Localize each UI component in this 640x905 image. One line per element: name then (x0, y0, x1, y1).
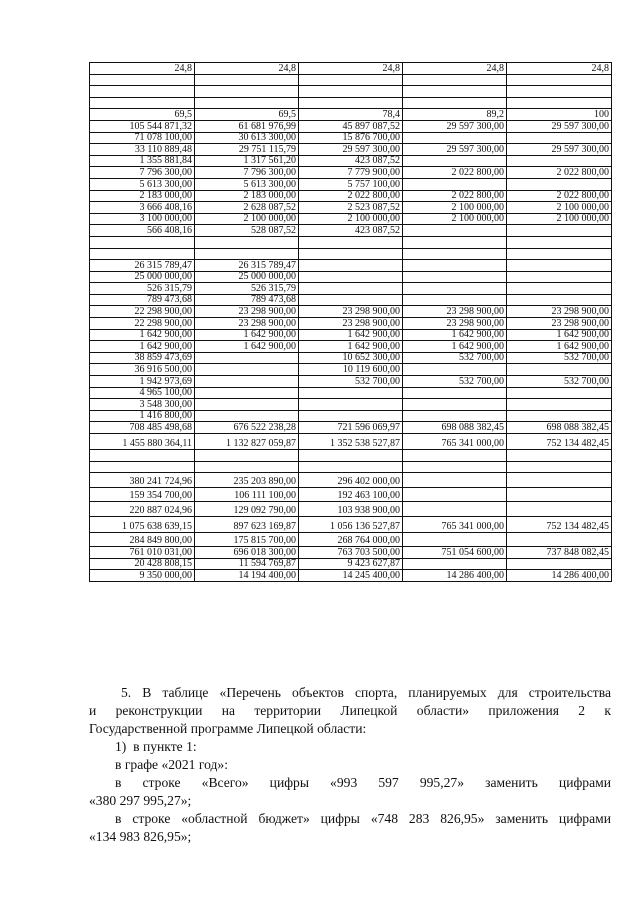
table-row (90, 283, 612, 295)
table-row (90, 155, 612, 167)
table-cell: 752 134 482,45 (507, 434, 612, 450)
table-body (90, 63, 612, 582)
table-row (90, 364, 612, 376)
column-2021-note: в графе «2021 год»: (115, 757, 228, 772)
table-cell: 192 463 100,00 (299, 487, 403, 502)
table-cell (507, 410, 612, 422)
table-cell: 423 087,52 (299, 155, 403, 167)
table-cell: 526 315,79 (90, 283, 195, 295)
table-cell (403, 387, 507, 399)
table-cell: 29 597 300,00 (403, 120, 507, 132)
table-cell: 5 613 300,00 (90, 178, 195, 190)
table-row (90, 271, 612, 283)
table-cell: 2 183 000,00 (90, 190, 195, 202)
paragraph-item-5-line-2: и реконструкции на территории Липецкой области» приложения 2 к (89, 703, 611, 718)
table-cell: 2 022 800,00 (507, 190, 612, 202)
table-cell (507, 86, 612, 98)
table-cell: 380 241 724,96 (90, 473, 195, 488)
table-cell: 1 132 827 059,87 (195, 434, 299, 450)
table-cell: 1 642 900,00 (507, 329, 612, 341)
table-cell (90, 236, 195, 248)
table-cell (507, 558, 612, 570)
table-cell (195, 461, 299, 473)
table-cell: 25 000 000,00 (195, 271, 299, 283)
table-cell (195, 236, 299, 248)
table-cell (507, 97, 612, 109)
table-cell (299, 86, 403, 98)
table-cell: 897 623 169,87 (195, 516, 299, 532)
table-cell (195, 410, 299, 422)
table-cell (403, 364, 507, 376)
table-cell: 33 110 889,48 (90, 144, 195, 156)
table-cell: 69,5 (90, 109, 195, 121)
table-cell (195, 399, 299, 411)
table-cell: 24,8 (299, 63, 403, 75)
table-cell: 1 355 881,84 (90, 155, 195, 167)
table-cell: 10 119 600,00 (299, 364, 403, 376)
table-cell (507, 473, 612, 488)
table-cell (403, 236, 507, 248)
table-row (90, 387, 612, 399)
table-cell: 100 (507, 109, 612, 121)
table-cell (507, 260, 612, 272)
paragraph-item-5-line-3: Государственной программе Липецкой области: (89, 721, 367, 736)
table-cell: 2 022 800,00 (507, 167, 612, 179)
table-cell (90, 450, 195, 462)
table-cell: 103 938 900,00 (299, 502, 403, 517)
table-cell: 106 111 100,00 (195, 487, 299, 502)
table-cell: 5 613 300,00 (195, 178, 299, 190)
table-cell: 5 757 100,00 (299, 178, 403, 190)
table-cell: 29 597 300,00 (403, 144, 507, 156)
table-row (90, 190, 612, 202)
table-cell: 423 087,52 (299, 225, 403, 237)
table-cell (195, 86, 299, 98)
table-row (90, 167, 612, 179)
table-cell: 696 018 300,00 (195, 547, 299, 559)
table-cell: 2 183 000,00 (195, 190, 299, 202)
table-cell (507, 132, 612, 144)
table-cell: 751 054 600,00 (403, 547, 507, 559)
table-row (90, 487, 612, 502)
table-cell: 175 815 700,00 (195, 532, 299, 547)
table-row (90, 399, 612, 411)
table-cell: 2 100 000,00 (403, 202, 507, 214)
table-cell (299, 410, 403, 422)
table-cell (507, 487, 612, 502)
table-row (90, 109, 612, 121)
table-cell: 23 298 900,00 (195, 306, 299, 318)
table-cell: 528 087,52 (195, 225, 299, 237)
table-row (90, 473, 612, 488)
table-row (90, 570, 612, 582)
table-cell (403, 155, 507, 167)
table-cell: 15 876 700,00 (299, 132, 403, 144)
table-row (90, 86, 612, 98)
table-cell (507, 155, 612, 167)
table-row (90, 120, 612, 132)
table-row (90, 318, 612, 330)
table-cell (403, 399, 507, 411)
table-cell: 284 849 800,00 (90, 532, 195, 547)
table-cell (403, 294, 507, 306)
table-cell (299, 399, 403, 411)
table-cell: 29 597 300,00 (299, 144, 403, 156)
table-cell: 26 315 789,47 (90, 260, 195, 272)
table-cell: 24,8 (195, 63, 299, 75)
table-cell: 296 402 000,00 (299, 473, 403, 488)
table-cell: 1 642 900,00 (299, 329, 403, 341)
table-cell: 11 594 769,87 (195, 558, 299, 570)
table-cell (403, 74, 507, 86)
table-cell (403, 461, 507, 473)
table-cell: 3 666 408,16 (90, 202, 195, 214)
table-cell: 2 022 800,00 (403, 167, 507, 179)
instruction-total-line-1: в строке «Всего» цифры «993 597 995,27» заменить цифрами (115, 775, 611, 790)
table-cell (299, 387, 403, 399)
table-cell: 1 642 900,00 (90, 329, 195, 341)
table-cell: 26 315 789,47 (195, 260, 299, 272)
table-cell: 789 473,68 (195, 294, 299, 306)
table-cell (299, 283, 403, 295)
table-cell (507, 364, 612, 376)
table-row (90, 329, 612, 341)
table-cell (299, 236, 403, 248)
table-cell (507, 225, 612, 237)
paragraph-item-5-line-1: 5. В таблице «Перечень объектов спорта, планируемых для строительства (121, 685, 611, 700)
table-cell: 9 423 627,87 (299, 558, 403, 570)
table-row (90, 516, 612, 532)
table-cell: 1 642 900,00 (195, 329, 299, 341)
table-cell: 22 298 900,00 (90, 318, 195, 330)
table-row (90, 74, 612, 86)
table-cell: 69,5 (195, 109, 299, 121)
table-cell: 4 965 100,00 (90, 387, 195, 399)
table-cell (403, 502, 507, 517)
table-cell (90, 461, 195, 473)
table-row (90, 132, 612, 144)
table-cell: 24,8 (403, 63, 507, 75)
table-row (90, 144, 612, 156)
table-cell: 78,4 (299, 109, 403, 121)
table-cell: 3 548 300,00 (90, 399, 195, 411)
table-cell (299, 97, 403, 109)
table-cell: 566 408,16 (90, 225, 195, 237)
table-cell: 23 298 900,00 (507, 318, 612, 330)
table-row (90, 202, 612, 214)
table-cell: 2 100 000,00 (507, 213, 612, 225)
table-cell: 532 700,00 (299, 376, 403, 388)
table-cell: 1 642 900,00 (403, 341, 507, 353)
table-cell: 2 628 087,52 (195, 202, 299, 214)
table-cell: 532 700,00 (507, 352, 612, 364)
table-cell (90, 248, 195, 260)
table-cell (403, 248, 507, 260)
table-cell: 698 088 382,45 (507, 422, 612, 434)
table-cell: 14 245 400,00 (299, 570, 403, 582)
table-cell: 23 298 900,00 (299, 318, 403, 330)
table-cell: 10 652 300,00 (299, 352, 403, 364)
table-row (90, 532, 612, 547)
table-cell: 2 100 000,00 (403, 213, 507, 225)
table-cell: 159 354 700,00 (90, 487, 195, 502)
table-cell: 71 078 100,00 (90, 132, 195, 144)
table-cell: 765 341 000,00 (403, 434, 507, 450)
table-cell (299, 294, 403, 306)
table-cell (403, 410, 507, 422)
instruction-total-line-2: «380 297 995,27»; (89, 793, 192, 808)
table-cell: 2 100 000,00 (195, 213, 299, 225)
table-cell: 220 887 024,96 (90, 502, 195, 517)
table-cell: 23 298 900,00 (195, 318, 299, 330)
table-cell: 23 298 900,00 (507, 306, 612, 318)
table-cell (403, 450, 507, 462)
table-cell (299, 74, 403, 86)
table-cell: 235 203 890,00 (195, 473, 299, 488)
table-row (90, 558, 612, 570)
table-cell (507, 450, 612, 462)
table-cell: 2 100 000,00 (507, 202, 612, 214)
table-cell: 3 100 000,00 (90, 213, 195, 225)
table-cell (507, 387, 612, 399)
table-cell (403, 532, 507, 547)
table-cell (195, 376, 299, 388)
table-cell (403, 178, 507, 190)
table-row (90, 63, 612, 75)
table-cell: 7 779 900,00 (299, 167, 403, 179)
table-cell: 89,2 (403, 109, 507, 121)
table-cell (507, 236, 612, 248)
table-cell: 676 522 238,28 (195, 422, 299, 434)
table-cell (507, 178, 612, 190)
table-row (90, 547, 612, 559)
table-cell (195, 450, 299, 462)
table-cell: 1 455 880 364,11 (90, 434, 195, 450)
table-cell (299, 271, 403, 283)
table-cell (90, 97, 195, 109)
table-cell: 1 352 538 527,87 (299, 434, 403, 450)
table-cell: 532 700,00 (507, 376, 612, 388)
table-cell: 721 596 069,97 (299, 422, 403, 434)
table-cell: 29 751 115,79 (195, 144, 299, 156)
table-cell: 105 544 871,32 (90, 120, 195, 132)
table-row (90, 376, 612, 388)
table-cell (507, 461, 612, 473)
table-cell (195, 387, 299, 399)
table-cell: 45 897 087,52 (299, 120, 403, 132)
table-cell: 761 010 031,00 (90, 547, 195, 559)
table-cell: 1 642 900,00 (195, 341, 299, 353)
table-cell: 2 523 087,52 (299, 202, 403, 214)
table-cell: 7 796 300,00 (195, 167, 299, 179)
table-row (90, 294, 612, 306)
table-row (90, 461, 612, 473)
table-row (90, 236, 612, 248)
table-cell (507, 271, 612, 283)
table-row (90, 306, 612, 318)
table-cell (403, 473, 507, 488)
table-cell (507, 248, 612, 260)
table-cell (195, 364, 299, 376)
table-cell (403, 283, 507, 295)
table-row (90, 422, 612, 434)
table-cell (299, 260, 403, 272)
table-cell: 24,8 (90, 63, 195, 75)
table-cell (403, 558, 507, 570)
table-cell: 30 613 300,00 (195, 132, 299, 144)
table-cell (195, 97, 299, 109)
instruction-regional-line-1: в строке «областной бюджет» цифры «748 283 826,95» заменить цифрами (115, 811, 611, 826)
table-cell (507, 283, 612, 295)
table-cell: 25 000 000,00 (90, 271, 195, 283)
table-cell: 698 088 382,45 (403, 422, 507, 434)
table-row (90, 450, 612, 462)
table-cell: 789 473,68 (90, 294, 195, 306)
table-cell: 1 642 900,00 (299, 341, 403, 353)
table-cell: 526 315,79 (195, 283, 299, 295)
table-cell: 23 298 900,00 (403, 318, 507, 330)
table-row (90, 178, 612, 190)
table-cell: 23 298 900,00 (403, 306, 507, 318)
table-cell: 38 859 473,69 (90, 352, 195, 364)
table-cell: 2 022 800,00 (299, 190, 403, 202)
table-cell: 2 022 800,00 (403, 190, 507, 202)
table-cell: 532 700,00 (403, 352, 507, 364)
table-cell: 7 796 300,00 (90, 167, 195, 179)
table-row (90, 410, 612, 422)
table-cell (507, 502, 612, 517)
table-cell: 752 134 482,45 (507, 516, 612, 532)
table-cell: 1 642 900,00 (507, 341, 612, 353)
table-cell: 14 286 400,00 (403, 570, 507, 582)
table-cell: 532 700,00 (403, 376, 507, 388)
table-cell: 268 764 000,00 (299, 532, 403, 547)
table-cell: 1 056 136 527,87 (299, 516, 403, 532)
table-cell (507, 399, 612, 411)
table-cell: 1 416 800,00 (90, 410, 195, 422)
table-cell: 2 100 000,00 (299, 213, 403, 225)
table-cell: 1 942 973,69 (90, 376, 195, 388)
table-row (90, 248, 612, 260)
table-cell (403, 97, 507, 109)
table-row (90, 352, 612, 364)
table-cell: 14 286 400,00 (507, 570, 612, 582)
table-row (90, 260, 612, 272)
table-cell: 20 428 808,15 (90, 558, 195, 570)
table-cell: 737 848 082,45 (507, 547, 612, 559)
table-cell: 29 597 300,00 (507, 144, 612, 156)
table-row (90, 213, 612, 225)
table-cell (299, 450, 403, 462)
table-cell (403, 86, 507, 98)
table-cell: 61 681 976,99 (195, 120, 299, 132)
table-cell: 9 350 000,00 (90, 570, 195, 582)
table-cell (195, 74, 299, 86)
table-cell: 36 916 500,00 (90, 364, 195, 376)
table-cell: 1 642 900,00 (90, 341, 195, 353)
table-cell (403, 271, 507, 283)
table-cell (507, 74, 612, 86)
table-row (90, 434, 612, 450)
table-cell: 1 317 561,20 (195, 155, 299, 167)
table-cell (90, 74, 195, 86)
table-row (90, 341, 612, 353)
table-cell (403, 260, 507, 272)
table-cell (299, 461, 403, 473)
table-cell (90, 86, 195, 98)
subitem-1: 1) в пункте 1: (115, 739, 197, 754)
table-cell (195, 248, 299, 260)
instruction-regional-line-2: «134 983 826,95»; (89, 829, 192, 844)
table-cell: 29 597 300,00 (507, 120, 612, 132)
table-cell: 22 298 900,00 (90, 306, 195, 318)
table-cell (299, 248, 403, 260)
table-cell: 708 485 498,68 (90, 422, 195, 434)
table-cell (507, 294, 612, 306)
table-cell (403, 132, 507, 144)
table-cell: 24,8 (507, 63, 612, 75)
table-cell: 1 075 638 639,15 (90, 516, 195, 532)
table-cell (507, 532, 612, 547)
table-cell: 14 194 400,00 (195, 570, 299, 582)
table-cell: 23 298 900,00 (299, 306, 403, 318)
table-cell (403, 487, 507, 502)
table-cell: 763 703 500,00 (299, 547, 403, 559)
table-cell: 1 642 900,00 (403, 329, 507, 341)
table-row (90, 502, 612, 517)
table-cell: 765 341 000,00 (403, 516, 507, 532)
table-cell (195, 352, 299, 364)
data-table (89, 62, 612, 582)
table-row (90, 97, 612, 109)
table-cell: 129 092 790,00 (195, 502, 299, 517)
table-cell (403, 225, 507, 237)
table-row (90, 225, 612, 237)
